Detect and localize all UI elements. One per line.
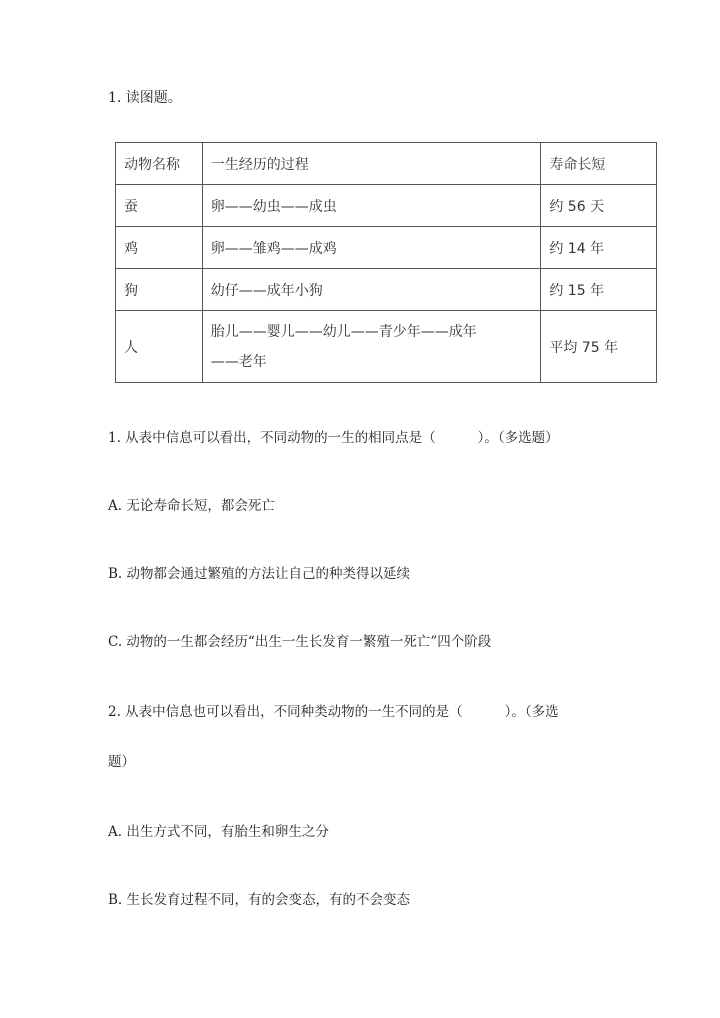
cell-process: 幼仔——成年小狗 <box>202 269 541 311</box>
cell-animal: 蚕 <box>116 185 203 227</box>
question-2-option-a: A. 出生方式不同，有胎生和卵生之分 <box>108 824 329 840</box>
question-1-stem <box>108 428 559 448</box>
cell-process-line: 胎儿——婴儿——幼儿——青少年——成年 <box>210 323 477 340</box>
question-1-option-c: C. 动物的一生都会经历“出生一生长发育一繁殖一死亡”四个阶段 <box>108 634 492 650</box>
question-2-stem-continuation: 题） <box>108 754 135 770</box>
cell-process <box>202 311 541 383</box>
question-1-option-b: B. 动物都会通过繁殖的方法让自己的种类得以延续 <box>108 566 411 582</box>
cell-animal: 狗 <box>116 269 203 311</box>
question-1-option-a: A. 无论寿命长短，都会死亡 <box>108 498 275 514</box>
section-heading: 1. 读图题。 <box>108 90 182 106</box>
question-2-option-b: B. 生长发育过程不同，有的会变态，有的不会变态 <box>108 892 411 908</box>
cell-lifespan: 约 15 年 <box>541 269 657 311</box>
question-1-stem-text: 1. 从表中信息可以看出，不同动物的一生的相同点是（ <box>108 430 436 446</box>
header-animal-name: 动物名称 <box>116 143 203 185</box>
question-2-stem-text: 2. 从表中信息也可以看出，不同种类动物的一生不同的是（ <box>108 704 463 720</box>
question-1-stem-suffix: ）。（多选题） <box>477 430 559 446</box>
header-life-process: 一生经历的过程 <box>202 143 541 185</box>
cell-lifespan: 约 56 天 <box>541 185 657 227</box>
table-row <box>116 185 657 227</box>
table-row <box>116 227 657 269</box>
cell-process: 卵——幼虫——成虫 <box>202 185 541 227</box>
cell-process-line: ——老年 <box>210 353 267 370</box>
cell-animal: 人 <box>116 311 203 383</box>
table-row <box>116 269 657 311</box>
cell-animal: 鸡 <box>116 227 203 269</box>
header-lifespan: 寿命长短 <box>541 143 657 185</box>
cell-lifespan: 平均 75 年 <box>541 311 657 383</box>
table-header-row <box>116 143 657 185</box>
question-2-stem <box>108 702 559 722</box>
animal-lifecycle-table <box>115 142 657 383</box>
cell-lifespan: 约 14 年 <box>541 227 657 269</box>
cell-process: 卵——雏鸡——成鸡 <box>202 227 541 269</box>
question-2-stem-suffix: ）。（多选 <box>504 704 559 720</box>
table-row <box>116 311 657 383</box>
